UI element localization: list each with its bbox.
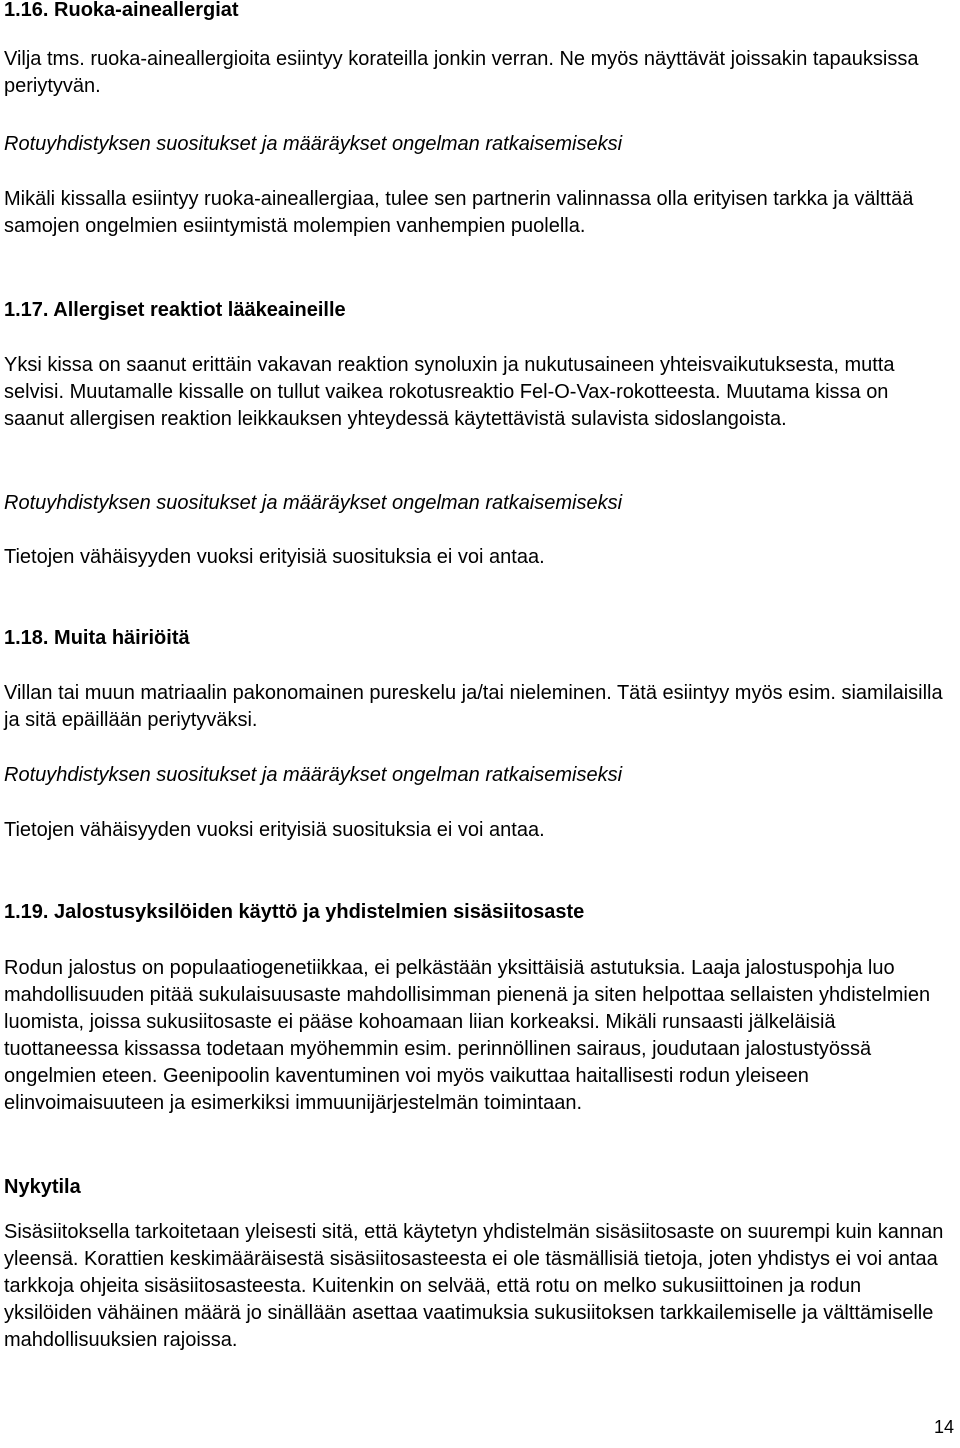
recommendation-text-1-16: Mikäli kissalla esiintyy ruoka-aineallergiaa, tulee sen partnerin valinnassa olla erityisen tarkka ja välttää samojen ongelmien esiintymistä molempien vanhempien puolella. <box>4 188 914 237</box>
recommendation-text-1-18: Tietojen vähäisyyden vuoksi erityisiä suosituksia ei voi antaa. <box>4 819 545 841</box>
page-number: 14 <box>933 1417 954 1437</box>
subheading-nykytila: Nykytila <box>4 1176 81 1198</box>
recommendation-heading-1-18: Rotuyhdistyksen suositukset ja määräykset ongelman ratkaisemiseksi <box>4 764 623 786</box>
section-heading-1-16: 1.16. Ruoka-aineallergiat <box>4 0 239 21</box>
section-heading-1-18: 1.18. Muita häiriöitä <box>4 627 190 649</box>
section-intro-1-18: Villan tai muun matriaalin pakonomainen pureskelu ja/tai nieleminen. Tätä esiintyy myös esim. siamilaisilla ja sitä epäillään periytyväksi. <box>4 682 943 731</box>
section-heading-1-17: 1.17. Allergiset reaktiot lääkeaineille <box>4 299 346 321</box>
recommendation-heading-1-17: Rotuyhdistyksen suositukset ja määräykset ongelman ratkaisemiseksi <box>4 492 623 514</box>
recommendation-text-1-17: Tietojen vähäisyyden vuoksi erityisiä suosituksia ei voi antaa. <box>4 546 545 568</box>
section-heading-1-19: 1.19. Jalostusyksilöiden käyttö ja yhdistelmien sisäsiitosaste <box>4 901 585 923</box>
nykytila-text: Sisäsiitoksella tarkoitetaan yleisesti sitä, että käytetyn yhdistelmän sisäsiitosaste on suurempi kuin kannan yleensä. Korattien keskimääräisestä sisäsiitosasteesta ei ole täsmällisiä tietoja, joten yhdistys ei voi antaa tarkkoja ohjeita sisäsiitosasteesta. Kuitenkin on selvää, että rotu on melko sukusiittoinen ja rodun yksilöiden vähäinen määrä jo sinällään asettaa vaatimuksia sukusiitoksen tarkkailemiselle ja välttämiselle mahdollisuuksien rajoissa. <box>4 1221 944 1351</box>
section-intro-1-17: Yksi kissa on saanut erittäin vakavan reaktion synoluxin ja nukutusaineen yhteisvaikutuksesta, mutta selvisi. Muutamalle kissalle on tullut vaikea rokotusreaktio Fel-O-Vax-rokotteesta. Muutama kissa on saanut allergisen reaktion leikkauksen yhteydessä käytettävistä sulavista sidoslangoista. <box>4 354 895 430</box>
section-intro-1-16: Vilja tms. ruoka-aineallergioita esiintyy korateilla jonkin verran. Ne myös näyttävät joissakin tapauksissa periytyvän. <box>4 48 919 97</box>
section-intro-1-19: Rodun jalostus on populaatiogenetiikkaa, ei pelkästään yksittäisiä astutuksia. Laaja jalostuspohja luo mahdollisuuden pitää sukulaisuusaste mahdollisimman pienenä ja siten helpottaa sellaisten yhdistelmien luomista, joissa sukusiitosaste ei pääse kohoamaan liian korkeaksi. Mikäli runsaasti jälkeläisiä tuottaneessa kissassa todetaan myöhemmin esim. perinnöllinen sairaus, joudutaan jalostustyössä ongelmien eteen. Geenipoolin kaventuminen voi myös vaikuttaa haitallisesti rodun yleiseen elinvoimaisuuteen ja esimerkiksi immuunijärjestelmän toimintaan. <box>4 957 931 1114</box>
recommendation-heading-1-16: Rotuyhdistyksen suositukset ja määräykset ongelman ratkaisemiseksi <box>4 133 623 155</box>
